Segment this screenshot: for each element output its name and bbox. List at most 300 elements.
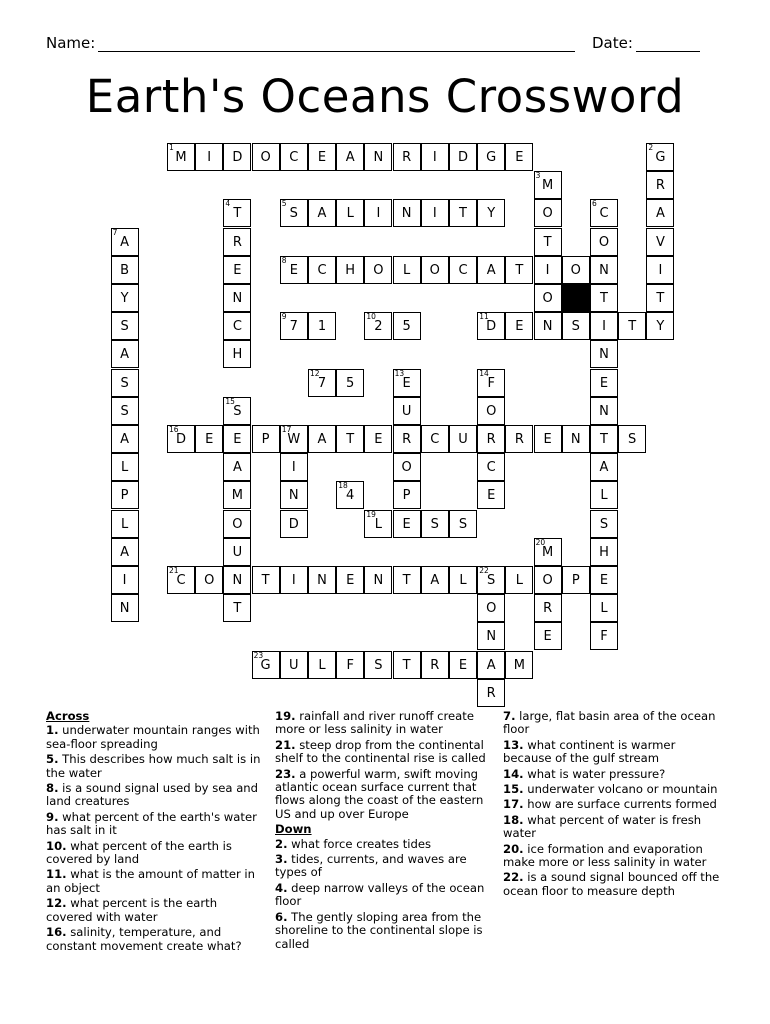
down-clue-list bbox=[275, 838, 490, 951]
cell-letter: 5 bbox=[402, 319, 411, 335]
grid-cell[interactable] bbox=[111, 312, 139, 340]
cell-letter: U bbox=[232, 544, 243, 560]
grid-cell[interactable] bbox=[590, 340, 618, 368]
cell-letter: 5 bbox=[346, 375, 355, 391]
cell-letter: T bbox=[515, 262, 524, 278]
cell-letter: U bbox=[289, 657, 299, 673]
cell-letter: I bbox=[207, 150, 212, 165]
grid-cell[interactable] bbox=[590, 397, 618, 425]
grid-cell[interactable] bbox=[223, 425, 251, 453]
cell-letter: C bbox=[430, 432, 440, 447]
cell-letter: H bbox=[232, 347, 243, 363]
clue-number: 15 bbox=[225, 396, 235, 406]
grid-cell[interactable] bbox=[477, 453, 505, 481]
grid-cell[interactable] bbox=[308, 369, 336, 397]
cell-letter: E bbox=[317, 150, 327, 165]
grid-cell[interactable] bbox=[449, 256, 477, 284]
cell-letter: C bbox=[176, 573, 186, 588]
cell-letter: L bbox=[600, 601, 608, 617]
grid-cell[interactable] bbox=[393, 651, 421, 679]
down-heading: Down bbox=[275, 822, 312, 837]
cell-letter: M bbox=[513, 657, 525, 673]
cell-letter: U bbox=[401, 403, 412, 419]
grid-cell[interactable] bbox=[646, 312, 674, 340]
grid-cell[interactable] bbox=[562, 566, 590, 594]
cell-letter: I bbox=[545, 262, 550, 278]
cell-letter: L bbox=[459, 573, 467, 588]
grid-cell[interactable] bbox=[590, 228, 618, 256]
grid-cell[interactable] bbox=[336, 481, 364, 509]
cell-letter: S bbox=[628, 432, 637, 447]
grid-cell[interactable] bbox=[223, 594, 251, 622]
cell-letter: R bbox=[232, 234, 242, 250]
clue-item bbox=[503, 843, 725, 870]
clue-number: 16 bbox=[169, 425, 179, 434]
cell-letter: L bbox=[120, 516, 129, 532]
grid-cell[interactable] bbox=[364, 510, 392, 538]
grid-cell[interactable] bbox=[393, 425, 421, 453]
grid-cell[interactable] bbox=[534, 284, 562, 312]
cell-letter: M bbox=[231, 488, 243, 504]
cell-letter: H bbox=[599, 544, 609, 560]
cell-letter: M bbox=[541, 178, 554, 194]
grid-cell[interactable] bbox=[477, 679, 505, 707]
clue-number: 5. bbox=[46, 752, 59, 767]
grid-cell[interactable] bbox=[449, 566, 477, 594]
cell-letter: S bbox=[599, 516, 609, 532]
grid-cell[interactable] bbox=[223, 256, 251, 284]
grid-cell[interactable] bbox=[308, 199, 336, 227]
grid-cell[interactable] bbox=[505, 566, 533, 594]
cell-letter: N bbox=[232, 573, 243, 588]
grid-cell[interactable] bbox=[590, 538, 618, 566]
cell-letter: T bbox=[346, 432, 355, 447]
grid-cell[interactable] bbox=[534, 594, 562, 622]
cell-letter: P bbox=[120, 488, 129, 504]
clue-item bbox=[503, 768, 725, 781]
clue-text: what continent is warmer because of the gulf stream bbox=[503, 737, 676, 766]
grid-cell[interactable] bbox=[421, 143, 449, 171]
clue-item bbox=[503, 871, 725, 898]
grid-cell[interactable] bbox=[590, 481, 618, 509]
grid-cell[interactable] bbox=[280, 566, 308, 594]
cell-letter: R bbox=[430, 657, 440, 673]
cell-letter: T bbox=[543, 234, 552, 250]
grid-cell[interactable] bbox=[280, 312, 308, 340]
grid-cell[interactable] bbox=[590, 510, 618, 538]
grid-cell[interactable] bbox=[223, 538, 251, 566]
cell-letter: Y bbox=[656, 319, 665, 335]
grid-cell[interactable] bbox=[393, 566, 421, 594]
cell-letter: N bbox=[288, 488, 299, 504]
clue-text: large, flat basin area of the ocean floor bbox=[503, 709, 716, 737]
grid-cell[interactable] bbox=[280, 143, 308, 171]
grid-cell[interactable] bbox=[223, 566, 251, 594]
clue-number: 10. bbox=[46, 838, 67, 853]
clue-text: is a sound signal bounced off the ocean floor to measure depth bbox=[503, 870, 720, 898]
grid-cell[interactable] bbox=[449, 199, 477, 227]
grid-cell[interactable] bbox=[308, 312, 336, 340]
cell-letter: E bbox=[233, 262, 242, 278]
grid-cell[interactable] bbox=[364, 312, 392, 340]
cell-letter: E bbox=[374, 432, 383, 447]
cell-letter: A bbox=[430, 573, 440, 588]
grid-cell[interactable] bbox=[534, 538, 562, 566]
grid-cell[interactable] bbox=[477, 622, 505, 650]
grid-cell[interactable] bbox=[223, 284, 251, 312]
cell-letter: A bbox=[232, 460, 242, 476]
clue-item bbox=[503, 798, 725, 811]
cell-letter: A bbox=[120, 432, 130, 447]
grid-cell[interactable] bbox=[646, 171, 674, 199]
cell-letter: M bbox=[175, 150, 187, 165]
grid-cell[interactable] bbox=[280, 425, 308, 453]
clue-number: 17. bbox=[503, 797, 524, 812]
clue-number: 20. bbox=[503, 841, 524, 856]
grid-cell[interactable] bbox=[590, 369, 618, 397]
grid-cell[interactable] bbox=[280, 481, 308, 509]
grid-cell[interactable] bbox=[618, 425, 646, 453]
clue-item bbox=[503, 783, 725, 796]
black-cell bbox=[562, 284, 590, 312]
clue-number: 18 bbox=[338, 481, 348, 491]
grid-cell[interactable] bbox=[280, 510, 308, 538]
grid-cell[interactable] bbox=[195, 143, 223, 171]
grid-cell[interactable] bbox=[308, 651, 336, 679]
clue-number: 21 bbox=[169, 566, 179, 575]
grid-cell[interactable] bbox=[393, 369, 421, 397]
clue-item bbox=[46, 724, 261, 751]
cell-letter: O bbox=[542, 206, 553, 222]
grid-cell[interactable] bbox=[111, 481, 139, 509]
grid-cell[interactable] bbox=[646, 199, 674, 227]
grid-cell[interactable] bbox=[505, 256, 533, 284]
cell-letter: R bbox=[543, 601, 553, 617]
grid-cell[interactable] bbox=[421, 566, 449, 594]
cell-letter: E bbox=[402, 516, 411, 532]
cell-letter: G bbox=[655, 150, 666, 165]
grid-cell[interactable] bbox=[534, 171, 562, 199]
cell-letter: N bbox=[542, 319, 553, 335]
grid-cell[interactable] bbox=[252, 566, 280, 594]
cell-letter: T bbox=[402, 657, 411, 673]
grid-cell[interactable] bbox=[393, 256, 421, 284]
grid-cell[interactable] bbox=[421, 199, 449, 227]
clue-item bbox=[46, 897, 261, 924]
grid-cell[interactable] bbox=[590, 284, 618, 312]
cell-letter: R bbox=[402, 150, 412, 165]
grid-cell[interactable] bbox=[477, 312, 505, 340]
grid-cell[interactable] bbox=[223, 199, 251, 227]
grid-cell[interactable] bbox=[195, 566, 223, 594]
clue-text: what force creates tides bbox=[287, 836, 432, 851]
grid-cell[interactable] bbox=[336, 143, 364, 171]
grid-cell[interactable] bbox=[336, 199, 364, 227]
grid-cell[interactable] bbox=[111, 566, 139, 594]
clue-number: 6. bbox=[275, 909, 288, 924]
grid-cell[interactable] bbox=[421, 651, 449, 679]
clue-number: 1 bbox=[169, 143, 174, 152]
grid-cell[interactable] bbox=[477, 594, 505, 622]
cell-letter: E bbox=[487, 488, 496, 504]
grid-cell[interactable] bbox=[393, 312, 421, 340]
grid-cell[interactable] bbox=[336, 256, 364, 284]
grid-cell[interactable] bbox=[167, 143, 195, 171]
cell-letter: G bbox=[260, 657, 271, 673]
grid-cell[interactable] bbox=[534, 228, 562, 256]
cell-letter: E bbox=[205, 432, 214, 447]
clue-item bbox=[275, 710, 490, 737]
grid-cell[interactable] bbox=[477, 256, 505, 284]
grid-cell[interactable] bbox=[562, 312, 590, 340]
grid-cell[interactable] bbox=[590, 425, 618, 453]
clue-text: underwater volcano or mountain bbox=[523, 782, 718, 797]
grid-cell[interactable] bbox=[223, 510, 251, 538]
grid-cell[interactable] bbox=[505, 425, 533, 453]
cell-letter: I bbox=[432, 206, 437, 222]
grid-cell[interactable] bbox=[477, 425, 505, 453]
grid-cell[interactable] bbox=[111, 510, 139, 538]
cell-letter: O bbox=[373, 262, 384, 278]
grid-cell[interactable] bbox=[223, 397, 251, 425]
grid-cell[interactable] bbox=[393, 199, 421, 227]
grid-cell[interactable] bbox=[646, 284, 674, 312]
grid-cell[interactable] bbox=[421, 256, 449, 284]
cell-letter: 2 bbox=[374, 319, 383, 335]
grid-cell[interactable] bbox=[252, 425, 280, 453]
grid-cell[interactable] bbox=[590, 312, 618, 340]
grid-cell[interactable] bbox=[477, 481, 505, 509]
grid-cell[interactable] bbox=[421, 510, 449, 538]
grid-cell[interactable] bbox=[308, 256, 336, 284]
clue-number: 14. bbox=[503, 766, 524, 781]
cell-letter: A bbox=[120, 544, 130, 560]
clue-number: 12. bbox=[46, 896, 67, 911]
cell-letter: A bbox=[120, 347, 130, 363]
grid-cell[interactable] bbox=[223, 143, 251, 171]
grid-cell[interactable] bbox=[590, 199, 618, 227]
clue-number: 21. bbox=[275, 737, 296, 752]
grid-cell[interactable] bbox=[252, 651, 280, 679]
grid-cell[interactable] bbox=[195, 425, 223, 453]
cell-letter: T bbox=[600, 432, 608, 447]
grid-cell[interactable] bbox=[280, 453, 308, 481]
cell-letter: O bbox=[542, 573, 553, 588]
grid-cell[interactable] bbox=[477, 143, 505, 171]
cell-letter: L bbox=[374, 516, 383, 532]
clue-text: tides, currents, and waves are types of bbox=[275, 852, 467, 880]
grid-cell[interactable] bbox=[111, 397, 139, 425]
cell-letter: T bbox=[233, 206, 242, 222]
grid-cell[interactable] bbox=[449, 425, 477, 453]
grid-cell[interactable] bbox=[280, 256, 308, 284]
cell-letter: I bbox=[432, 150, 437, 165]
cell-letter: I bbox=[658, 262, 663, 278]
grid-cell[interactable] bbox=[505, 143, 533, 171]
grid-cell[interactable] bbox=[223, 228, 251, 256]
grid-cell[interactable] bbox=[421, 425, 449, 453]
clue-number: 16. bbox=[46, 925, 67, 940]
grid-cell[interactable] bbox=[477, 369, 505, 397]
grid-cell[interactable] bbox=[223, 453, 251, 481]
grid-cell[interactable] bbox=[364, 651, 392, 679]
grid-cell[interactable] bbox=[393, 453, 421, 481]
grid-cell[interactable] bbox=[590, 622, 618, 650]
grid-cell[interactable] bbox=[111, 453, 139, 481]
cell-letter: N bbox=[373, 573, 384, 588]
grid-cell[interactable] bbox=[562, 256, 590, 284]
cell-letter: B bbox=[120, 262, 130, 278]
grid-cell[interactable] bbox=[336, 369, 364, 397]
clue-number: 14 bbox=[479, 368, 489, 378]
grid-cell[interactable] bbox=[534, 622, 562, 650]
grid-cell[interactable] bbox=[534, 256, 562, 284]
grid-cell[interactable] bbox=[111, 369, 139, 397]
cell-letter: T bbox=[402, 573, 411, 588]
grid-cell[interactable] bbox=[223, 340, 251, 368]
grid-cell[interactable] bbox=[280, 199, 308, 227]
cell-letter: E bbox=[515, 150, 524, 165]
cell-letter: E bbox=[458, 657, 468, 673]
grid-cell[interactable] bbox=[111, 425, 139, 453]
clue-number: 18. bbox=[503, 812, 524, 827]
cell-letter: T bbox=[628, 319, 637, 335]
grid-cell[interactable] bbox=[505, 312, 533, 340]
grid-cell[interactable] bbox=[364, 566, 392, 594]
grid-cell[interactable] bbox=[111, 256, 139, 284]
grid-cell[interactable] bbox=[308, 143, 336, 171]
page-title: Earth's Oceans Crossword bbox=[85, 70, 685, 123]
grid-cell[interactable] bbox=[477, 397, 505, 425]
grid-cell[interactable] bbox=[534, 312, 562, 340]
cell-letter: G bbox=[486, 150, 497, 165]
grid-cell[interactable] bbox=[449, 651, 477, 679]
clue-text: ice formation and evaporation make more or less salinity in water bbox=[503, 841, 707, 870]
cell-letter: T bbox=[261, 573, 270, 588]
grid-cell[interactable] bbox=[336, 425, 364, 453]
grid-cell[interactable] bbox=[393, 510, 421, 538]
cell-letter: N bbox=[599, 403, 609, 419]
cell-letter: 4 bbox=[346, 488, 355, 504]
grid-cell[interactable] bbox=[280, 651, 308, 679]
grid-cell[interactable] bbox=[111, 228, 139, 256]
cell-letter: O bbox=[486, 403, 497, 419]
grid-cell[interactable] bbox=[364, 143, 392, 171]
clue-number: 11. bbox=[46, 867, 67, 882]
grid-cell[interactable] bbox=[364, 256, 392, 284]
grid-cell[interactable] bbox=[223, 481, 251, 509]
grid-cell[interactable] bbox=[590, 256, 618, 284]
grid-cell[interactable] bbox=[336, 566, 364, 594]
cell-letter: L bbox=[120, 460, 129, 476]
clue-text: salinity, temperature, and constant movement create what? bbox=[46, 925, 242, 953]
cell-letter: I bbox=[602, 319, 606, 335]
clue-text: what percent is the earth covered with water bbox=[46, 896, 218, 924]
grid-cell[interactable] bbox=[336, 651, 364, 679]
clue-item bbox=[275, 911, 490, 951]
clue-item bbox=[275, 739, 490, 766]
cell-letter: N bbox=[373, 150, 384, 165]
clue-item bbox=[46, 753, 261, 780]
grid-cell[interactable] bbox=[308, 425, 336, 453]
grid-cell[interactable] bbox=[393, 481, 421, 509]
cell-letter: C bbox=[232, 319, 242, 335]
clue-number: 19. bbox=[275, 709, 296, 723]
grid-cell[interactable] bbox=[590, 594, 618, 622]
grid-cell[interactable] bbox=[534, 199, 562, 227]
grid-cell[interactable] bbox=[590, 566, 618, 594]
cell-letter: E bbox=[515, 319, 524, 335]
cell-letter: S bbox=[430, 516, 439, 532]
clue-number: 23 bbox=[253, 650, 264, 660]
grid-cell[interactable] bbox=[646, 256, 674, 284]
grid-cell[interactable] bbox=[646, 228, 674, 256]
cell-letter: O bbox=[204, 573, 215, 588]
clue-number: 9 bbox=[281, 312, 287, 322]
grid-cell[interactable] bbox=[562, 425, 590, 453]
cell-letter: E bbox=[289, 262, 298, 278]
cell-letter: T bbox=[656, 291, 665, 306]
grid-cell[interactable] bbox=[364, 425, 392, 453]
grid-cell[interactable] bbox=[111, 594, 139, 622]
cell-letter: E bbox=[599, 573, 609, 588]
grid-cell[interactable] bbox=[534, 566, 562, 594]
clue-text: how are surface currents formed bbox=[523, 797, 717, 812]
clue-text: what percent of the earth's water has salt in it bbox=[46, 809, 257, 838]
cell-letter: A bbox=[120, 234, 130, 250]
grid-cell[interactable] bbox=[223, 312, 251, 340]
clue-number: 12 bbox=[310, 368, 320, 378]
grid-cell[interactable] bbox=[167, 566, 195, 594]
clues-column-1 bbox=[46, 710, 261, 955]
grid-cell[interactable] bbox=[477, 199, 505, 227]
cell-letter: A bbox=[486, 657, 496, 673]
cell-letter: O bbox=[260, 150, 271, 165]
cell-letter: I bbox=[376, 206, 381, 222]
grid-cell[interactable] bbox=[393, 397, 421, 425]
grid-cell[interactable] bbox=[534, 425, 562, 453]
grid-cell[interactable] bbox=[393, 143, 421, 171]
grid-cell[interactable] bbox=[252, 143, 280, 171]
grid-cell[interactable] bbox=[477, 651, 505, 679]
cell-letter: E bbox=[233, 432, 242, 447]
grid-cell[interactable] bbox=[111, 284, 139, 312]
grid-cell[interactable] bbox=[590, 453, 618, 481]
grid-cell[interactable] bbox=[449, 143, 477, 171]
grid-cell[interactable] bbox=[646, 143, 674, 171]
cell-letter: L bbox=[402, 262, 411, 278]
grid-cell[interactable] bbox=[167, 425, 195, 453]
clues-column-2 bbox=[275, 710, 490, 953]
clue-item bbox=[275, 853, 490, 880]
cell-letter: O bbox=[542, 291, 553, 306]
grid-cell[interactable] bbox=[449, 510, 477, 538]
grid-cell[interactable] bbox=[505, 651, 533, 679]
grid-cell[interactable] bbox=[308, 566, 336, 594]
clue-number: 20 bbox=[535, 537, 546, 547]
grid-cell[interactable] bbox=[364, 199, 392, 227]
cell-letter: O bbox=[401, 460, 412, 476]
grid-cell[interactable] bbox=[477, 566, 505, 594]
clue-number: 22. bbox=[503, 870, 524, 885]
cell-letter: L bbox=[318, 657, 326, 673]
cell-letter: O bbox=[232, 516, 243, 532]
grid-cell[interactable] bbox=[618, 312, 646, 340]
cell-letter: S bbox=[120, 319, 129, 335]
clue-number: 17 bbox=[281, 425, 292, 434]
grid-cell[interactable] bbox=[111, 340, 139, 368]
grid-cell[interactable] bbox=[111, 538, 139, 566]
